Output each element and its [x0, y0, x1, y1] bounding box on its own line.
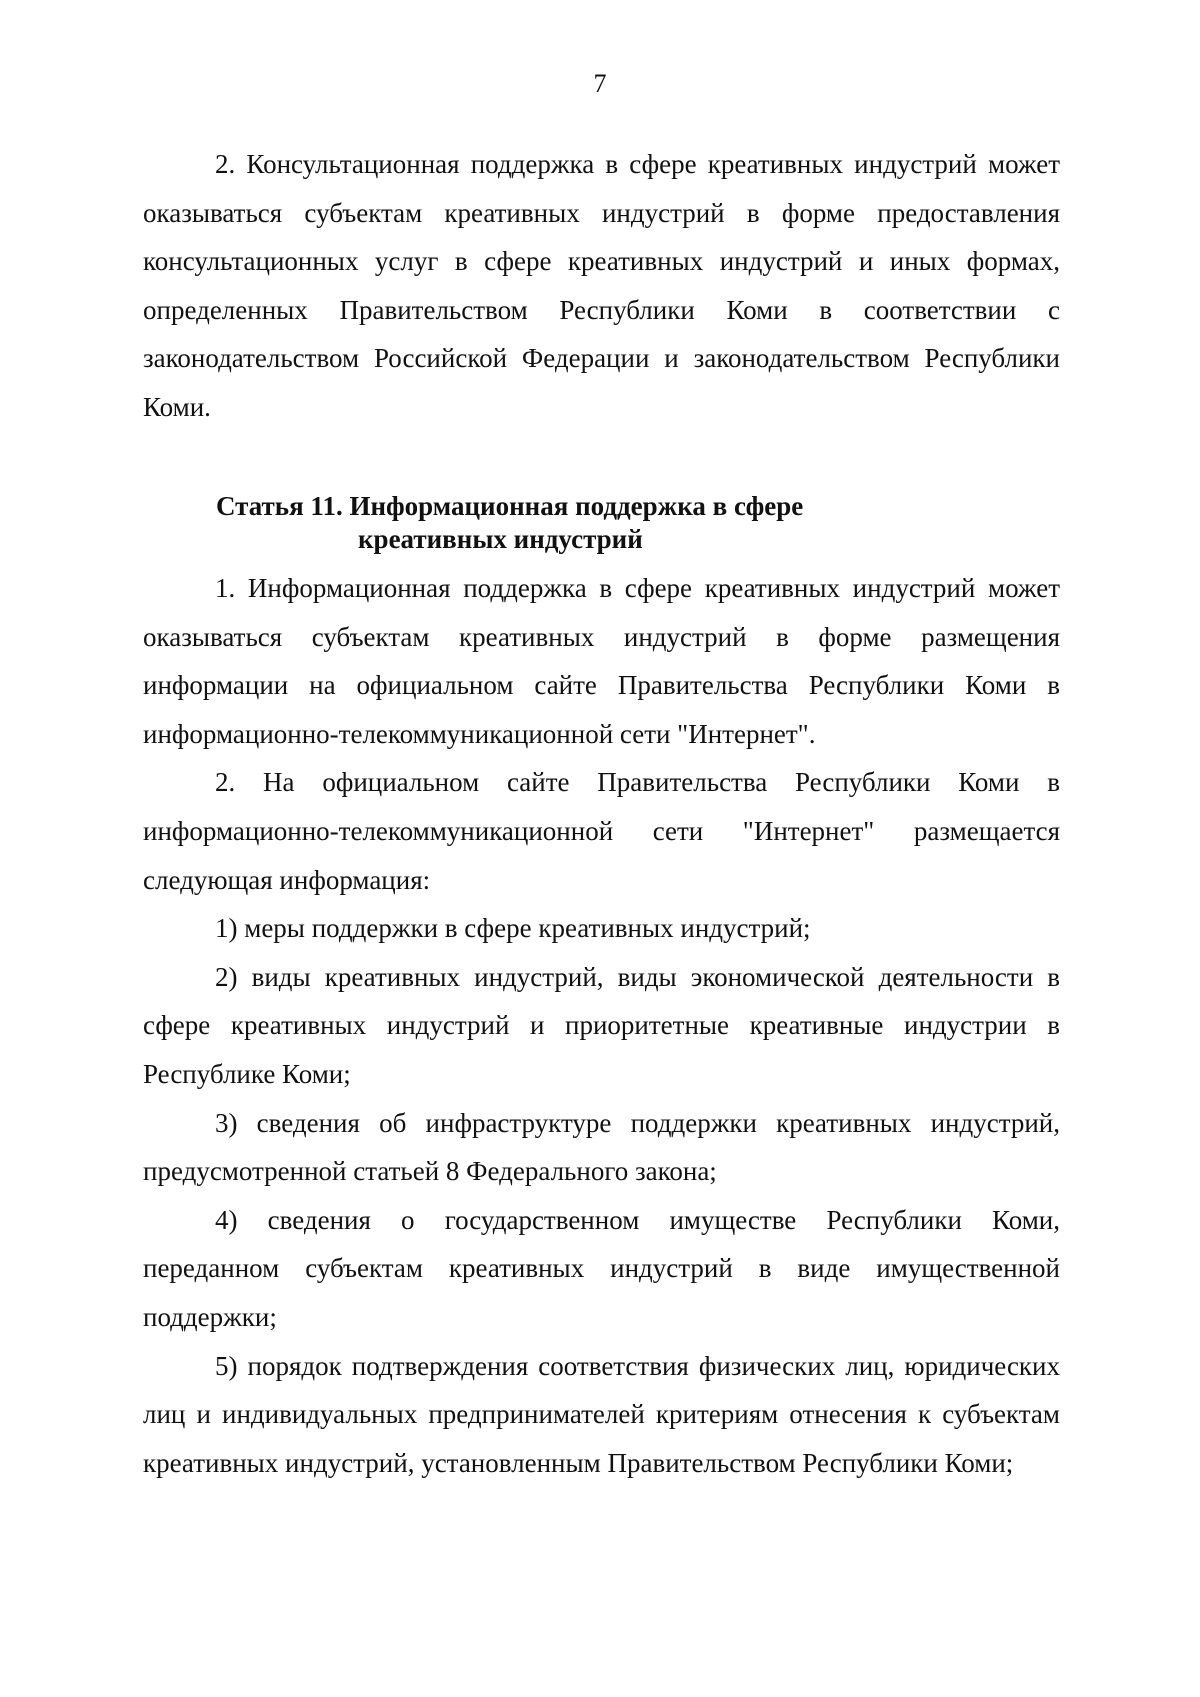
list-item: 3) сведения об инфраструктуре поддержки креативных индустрий, предусмотренной статьей 8 Федерального закона;	[143, 1107, 1060, 1187]
article-heading-line-1: Статья 11. Информационная поддержка в сфере	[216, 491, 804, 521]
paragraph: 2. На официальном сайте Правительства Республики Коми в информационно-телекоммуникационной сети "Интернет" размещается следующая информация:	[143, 767, 1060, 895]
article-heading	[143, 490, 1060, 556]
paragraph: 2. Консультационная поддержка в сфере креативных индустрий может оказываться субъектам креативных индустрий в форме предоставления консультационных услуг в сфере креативных индустрий и иных формах, определенных Правительством Республики Коми в соответствии с законодательством Российской Федерации и законодательством Республики Коми.	[143, 149, 1060, 422]
article-heading-line-2: креативных индустрий	[358, 524, 643, 554]
page-number: 7	[593, 69, 607, 98]
section-continuation	[143, 140, 1060, 432]
article-body	[143, 564, 1060, 1487]
list-item: 4) сведения о государственном имуществе Республики Коми, переданном субъектам креативных индустрий в виде имущественной поддержки;	[143, 1204, 1060, 1332]
paragraph: 1. Информационная поддержка в сфере креативных индустрий может оказываться субъектам креативных индустрий в форме размещения информации на официальном сайте Правительства Республики Коми в информационно-телекоммуникационной сети "Интернет".	[143, 573, 1060, 749]
list-item: 1) меры поддержки в сфере креативных индустрий;	[215, 913, 811, 944]
list-item: 5) порядок подтверждения соответствия физических лиц, юридических лиц и индивидуальных предпринимателей критериям отнесения к субъектам креативных индустрий, установленным Правительством Республики Коми;	[143, 1350, 1060, 1478]
list-item: 2) виды креативных индустрий, виды экономической деятельности в сфере креативных индустрий и приоритетные креативные индустрии в Республике Коми;	[143, 961, 1060, 1089]
